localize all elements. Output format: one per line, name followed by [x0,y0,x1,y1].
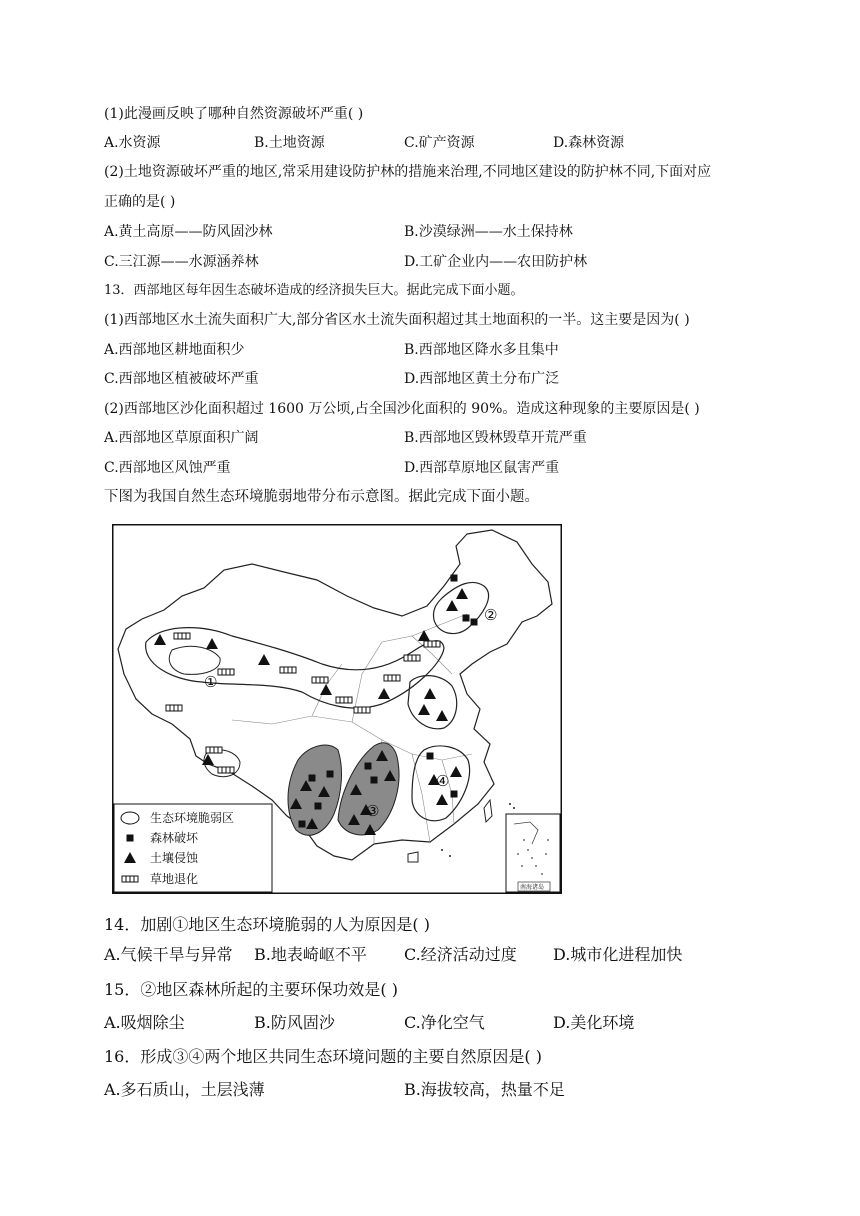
south-china-sea-inset [506,814,560,892]
q14-option-d: D.城市化进程加快 [553,945,683,964]
q14-option-c: C.经济活动过度 [404,945,517,964]
q12-part1-option-d: D.森林资源 [553,135,625,151]
ecological-fragile-zone-map [112,524,562,894]
q12-part2-option-a: A.黄土高原——防风固沙林 [104,224,273,240]
map-intro: 下图为我国自然生态环境脆弱地带分布示意图。据此完成下面小题。 [104,489,539,505]
legend-forest-label: 森林破坏 [150,831,199,845]
q12-part2-option-d: D.工矿企业内——农田防护林 [404,254,588,270]
q13-part1-option-b: B.西部地区降水多且集中 [404,342,559,358]
q15-option-a: A.吸烟除尘 [104,1013,185,1032]
q15-option-d: D.美化环境 [553,1013,635,1032]
inset-label: 南海诸岛 [520,884,545,891]
region-label-1: ① [204,673,218,691]
q15-stem: 15．②地区森林所起的主要环保功效是( ) [104,980,398,999]
q13-part2-option-a: A.西部地区草原面积广阔 [104,430,259,446]
q16-stem: 16．形成③④两个地区共同生态环境问题的主要自然原因是( ) [104,1047,542,1066]
q13-part1-option-d: D.西部地区黄土分布广泛 [404,371,560,387]
legend-forest-symbol [127,835,134,842]
q15-option-c: C.净化空气 [404,1013,485,1032]
q15-option-b: B.防风固沙 [254,1013,335,1032]
q13-part2-option-b: B.西部地区毁林毁草开荒严重 [404,430,587,446]
q13-part2-option-c: C.西部地区风蚀严重 [104,460,231,476]
q14-option-b: B.地表崎岖不平 [254,945,367,964]
q12-part1-option-b: B.土地资源 [254,135,325,151]
q13-part1-option-a: A.西部地区耕地面积少 [104,342,245,358]
q16-option-a: A.多石质山，土层浅薄 [104,1080,265,1099]
q12-part2-stem-line1: (2)土地资源破坏严重的地区,常采用建设防护林的措施来治理,不同地区建设的防护林不同,下面对应 [104,164,712,180]
q12-part2-stem-line2: 正确的是( ) [104,194,176,210]
region-label-2: ② [484,606,498,624]
q12-part1-stem: (1)此漫画反映了哪种自然资源破坏严重( ) [104,106,364,122]
q12-part2-option-b: B.沙漠绿洲——水土保持林 [404,224,573,240]
q12-part2-option-c: C.三江源——水源涵养林 [104,254,259,270]
q13-part1-option-c: C.西部地区植被破坏严重 [104,371,259,387]
q13-part1-stem: (1)西部地区水土流失面积广大,部分省区水土流失面积超过其土地面积的一半。这主要是因为( ) [104,312,690,328]
region-label-3: ③ [366,802,380,820]
q12-part1-option-a: A.水资源 [104,135,161,151]
q13-part2-stem: (2)西部地区沙化面积超过 1600 万公顷,占全国沙化面积的 90%。造成这种现象的主要原因是( ) [104,401,700,417]
region-label-4: ④ [436,772,450,790]
map-legend [114,804,272,892]
q13-stem: 13．西部地区每年因生态破坏造成的经济损失巨大。据此完成下面小题。 [104,283,524,298]
q13-part2-option-d: D.西部草原地区鼠害严重 [404,460,560,476]
legend-soil-label: 土壤侵蚀 [150,851,199,865]
q16-option-b: B.海拔较高，热量不足 [404,1080,565,1099]
legend-grass-symbol [122,876,138,882]
q14-stem: 14．加剧①地区生态环境脆弱的人为原因是( ) [104,915,430,934]
q12-part1-option-c: C.矿产资源 [404,135,475,151]
legend-grass-label: 草地退化 [150,872,199,886]
legend-zone-label: 生态环境脆弱区 [150,811,235,825]
q14-option-a: A.气候干旱与异常 [104,945,233,964]
